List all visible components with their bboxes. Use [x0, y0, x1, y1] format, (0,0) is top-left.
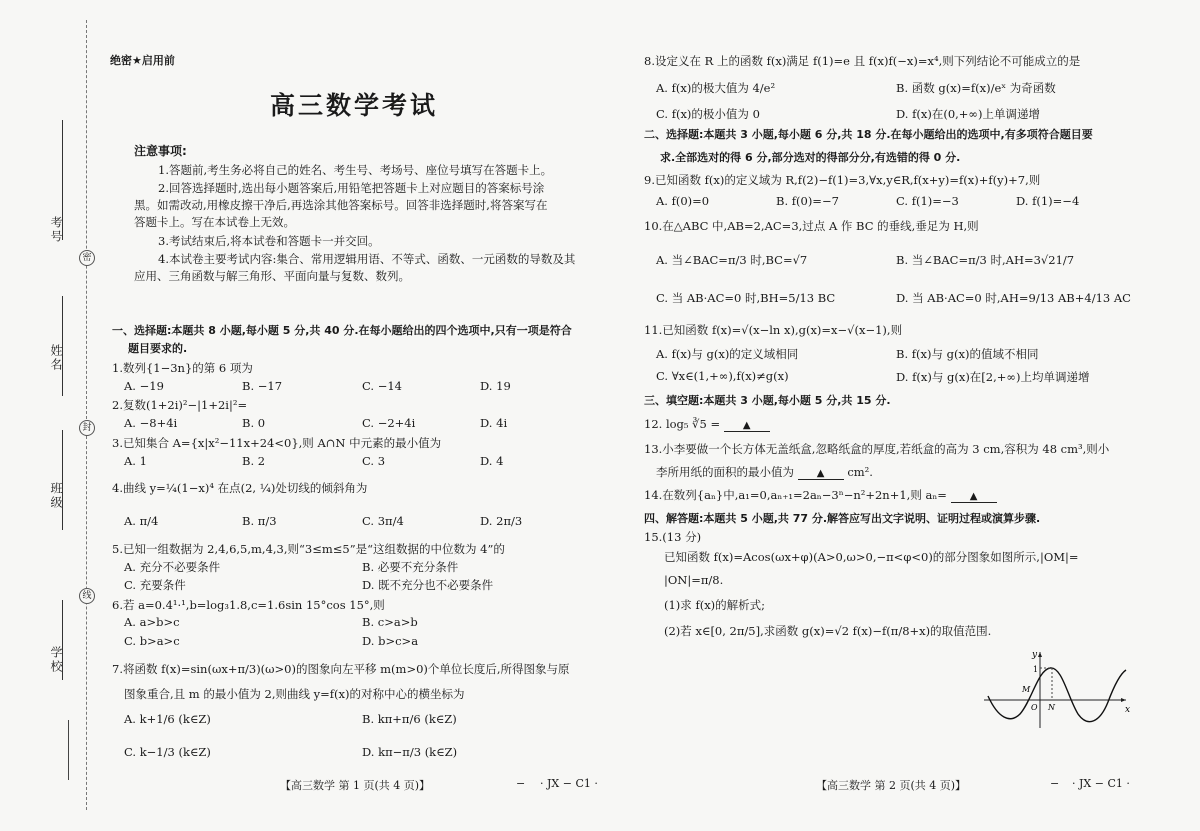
question-3: 3.已知集合 A={x|x²−11x+24<0},则 A∩N 中元素的最小值为: [112, 436, 442, 450]
y-label: y: [1032, 650, 1038, 660]
seal-mi: 密: [79, 250, 95, 266]
question-15-head: 15.(13 分): [644, 530, 702, 544]
seal-xian: 线: [79, 588, 95, 604]
y-axis-arrow: [1038, 652, 1042, 657]
school-field: [62, 600, 63, 680]
option: A. 充分不必要条件: [124, 560, 221, 574]
question-15-part-2: (2)若 x∈[0, 2π/5],求函数 g(x)=√2 f(x)−f(π/8+x)的取值范围.: [664, 624, 992, 638]
footer-code-left: · JX − C1 ·: [540, 777, 598, 790]
option: B. −17: [242, 379, 283, 393]
question-6: 6.若 a=0.4¹·¹,b=log₃1.8,c=1.6sin 15°cos 15°,则: [112, 598, 385, 612]
option: B. 2: [242, 454, 266, 468]
notice-heading: 注意事项:: [134, 144, 187, 158]
notice-line: 1.答题前,考生务必将自己的姓名、考生号、考场号、座位号填写在答题卡上。: [158, 163, 553, 177]
curve: [988, 668, 1126, 722]
edge-mark: [68, 720, 69, 780]
one-label: 1: [1033, 665, 1039, 674]
class-field: [62, 430, 63, 530]
exam-number-field: [62, 120, 63, 240]
name-field: [62, 296, 63, 396]
question-7-cont: 图象重合,且 m 的最小值为 2,则曲线 y=f(x)的对称中心的横坐标为: [124, 687, 465, 701]
option: D. 2π/3: [480, 514, 523, 528]
question-10: 10.在△ABC 中,AB=2,AC=3,过点 A 作 BC 的垂线,垂足为 H,则: [644, 219, 979, 233]
option: B. f(x)与 g(x)的值域不相同: [896, 347, 1039, 361]
option: C. 3π/4: [362, 514, 404, 528]
option: C. b>a>c: [124, 634, 180, 648]
section-4-heading: 四、解答题:本题共 5 小题,共 77 分.解答应写出文字说明、证明过程或演算步骤.: [644, 512, 1041, 525]
option: A. f(0)=0: [656, 194, 710, 208]
option: D. f(1)=−4: [1016, 194, 1080, 208]
question-12: [644, 417, 770, 432]
notice-line: 答题卡上。写在本试卷上无效。: [134, 215, 295, 229]
option: A. f(x)与 g(x)的定义域相同: [656, 347, 799, 361]
page-footer-left: 【高三数学 第 1 页(共 4 页)】: [280, 779, 431, 792]
m-label: M: [1022, 685, 1031, 694]
binding-label-school: 学校: [49, 646, 63, 674]
binding-dashed-line: [86, 20, 87, 810]
question-13-unit: cm².: [847, 465, 873, 479]
option: B. 必要不充分条件: [362, 560, 459, 574]
question-4: 4.曲线 y=¼(1−x)⁴ 在点(2, ¼)处切线的倾斜角为: [112, 481, 368, 495]
section-2-heading: 二、选择题:本题共 3 小题,每小题 6 分,共 18 分.在每小题给出的选项中,有多项符合题目要: [644, 128, 1093, 141]
option: B. kπ+π/6 (k∈Z): [362, 712, 457, 726]
option: D. f(x)与 g(x)在[2,+∞)上均单调递增: [896, 370, 1090, 384]
question-7: 7.将函数 f(x)=sin(ωx+π/3)(ω>0)的图象向左平移 m(m>0)个单位长度后,所得图象与原: [112, 662, 570, 676]
section-2-heading-cont: 求.全部选对的得 6 分,部分选对的得部分分,有选错的得 0 分.: [660, 151, 961, 164]
binding-label-class: 班级: [49, 482, 63, 510]
option: B. f(0)=−7: [776, 194, 839, 208]
seal-feng: 封: [79, 420, 95, 436]
option: A. −19: [124, 379, 164, 393]
option: D. 19: [480, 379, 511, 393]
footer-dash: −: [1050, 777, 1060, 790]
question-5: 5.已知一组数据为 2,4,6,5,m,4,3,则“3≤m≤5”是“这组数据的中位数为 4”的: [112, 542, 505, 556]
option: C. ∀x∈(1,+∞),f(x)≠g(x): [656, 369, 789, 383]
option: C. −14: [362, 379, 402, 393]
question-13-text: 李所用纸的面积的最小值为: [656, 465, 794, 479]
option: A. a>b>c: [124, 615, 180, 629]
notice-line: 应用、三角函数与解三角形、平面向量与复数、数列。: [134, 269, 410, 283]
option: B. 0: [242, 416, 266, 430]
option: C. 当 AB·AC=0 时,BH=5/13 BC: [656, 291, 836, 305]
option: A. f(x)的极大值为 4/e²: [656, 81, 776, 95]
question-11: 11.已知函数 f(x)=√(x−ln x),g(x)=x−√(x−1),则: [644, 323, 903, 337]
section-3-heading: 三、填空题:本题共 3 小题,每小题 5 分,共 15 分.: [644, 394, 891, 407]
option: C. f(x)的极小值为 0: [656, 107, 760, 121]
x-label: x: [1125, 705, 1131, 715]
question-14-text: 14.在数列{aₙ}中,a₁=0,aₙ₊₁=2aₙ−3ⁿ−n²+2n+1,则 aₙ=: [644, 488, 947, 502]
option: A. 1: [124, 454, 147, 468]
cosine-graph: [980, 648, 1132, 730]
option: D. 既不充分也不必要条件: [362, 578, 494, 592]
footer-dash: −: [516, 777, 526, 790]
option: C. k−1/3 (k∈Z): [124, 745, 211, 759]
o-label: O: [1031, 703, 1038, 712]
option: B. c>a>b: [362, 615, 418, 629]
option: B. 当∠BAC=π/3 时,AH=3√21/7: [896, 253, 1075, 267]
option: A. k+1/6 (k∈Z): [124, 712, 211, 726]
option: C. 充要条件: [124, 578, 186, 592]
answer-blank: ▲: [798, 468, 844, 480]
option: A. π/4: [124, 514, 159, 528]
option: B. π/3: [242, 514, 277, 528]
question-9: 9.已知函数 f(x)的定义域为 R,f(2)−f(1)=3,∀x,y∈R,f(x+y)=f(x)+f(y)+7,则: [644, 173, 1041, 187]
footer-code-right: · JX − C1 ·: [1072, 777, 1130, 790]
option: D. kπ−π/3 (k∈Z): [362, 745, 458, 759]
secret-label: 绝密★启用前: [110, 54, 175, 67]
question-15-text: 已知函数 f(x)=Acos(ωx+φ)(A>0,ω>0,−π<φ<0)的部分图象如图所示,|OM|=: [664, 550, 1079, 564]
notice-line: 2.回答选择题时,选出每小题答案后,用铅笔把答题卡上对应题目的答案标号涂: [158, 181, 545, 195]
option: A. −8+4i: [124, 416, 178, 430]
option: D. b>c>a: [362, 634, 419, 648]
page-title: 高三数学考试: [270, 91, 439, 120]
x-axis-arrow: [1121, 698, 1126, 702]
binding-label-exam-number: 考号: [49, 216, 63, 244]
question-13: 13.小李要做一个长方体无盖纸盒,忽略纸盒的厚度,若纸盒的高为 3 cm,容积为 48 cm³,则小: [644, 442, 1110, 456]
option: D. 4i: [480, 416, 508, 430]
question-2: 2.复数(1+2i)²−|1+2i|²=: [112, 398, 248, 412]
question-1: 1.数列{1−3n}的第 6 项为: [112, 361, 253, 375]
n-label: N: [1048, 703, 1055, 712]
question-12-text: 12. log₅ ∛5 =: [644, 417, 721, 431]
binding-strip: [0, 0, 92, 831]
section-1-heading: 一、选择题:本题共 8 小题,每小题 5 分,共 40 分.在每小题给出的四个选项中,只有一项是符合: [112, 324, 572, 337]
answer-blank: ▲: [951, 491, 997, 503]
page-1: [108, 0, 600, 831]
option: C. f(1)=−3: [896, 194, 959, 208]
question-15-part-1: (1)求 f(x)的解析式;: [664, 598, 766, 612]
option: A. 当∠BAC=π/3 时,BC=√7: [656, 253, 808, 267]
page-footer-right: 【高三数学 第 2 页(共 4 页)】: [816, 779, 967, 792]
notice-line: 3.考试结束后,将本试卷和答题卡一并交回。: [158, 234, 380, 248]
option: C. −2+4i: [362, 416, 416, 430]
option: D. 当 AB·AC=0 时,AH=9/13 AB+4/13 AC: [896, 291, 1131, 305]
notice-line: 黑。如需改动,用橡皮擦干净后,再选涂其他答案标号。回答非选择题时,将答案写在: [134, 198, 548, 212]
question-15-text-cont: |ON|=π/8.: [664, 573, 724, 587]
answer-blank: ▲: [724, 420, 770, 432]
option: B. 函数 g(x)=f(x)/eˣ 为奇函数: [896, 81, 1056, 95]
section-1-heading-cont: 题目要求的.: [128, 342, 188, 355]
question-13-cont: [656, 464, 873, 480]
option: D. 4: [480, 454, 504, 468]
option: C. 3: [362, 454, 386, 468]
option: D. f(x)在(0,+∞)上单调递增: [896, 107, 1040, 121]
binding-label-name: 姓名: [49, 344, 63, 372]
question-8: 8.设定义在 R 上的函数 f(x)满足 f(1)=e 且 f(x)f(−x)=x⁴,则下列结论不可能成立的是: [644, 54, 1081, 68]
question-14: [644, 487, 997, 503]
notice-line: 4.本试卷主要考试内容:集合、常用逻辑用语、不等式、函数、一元函数的导数及其: [158, 252, 576, 266]
